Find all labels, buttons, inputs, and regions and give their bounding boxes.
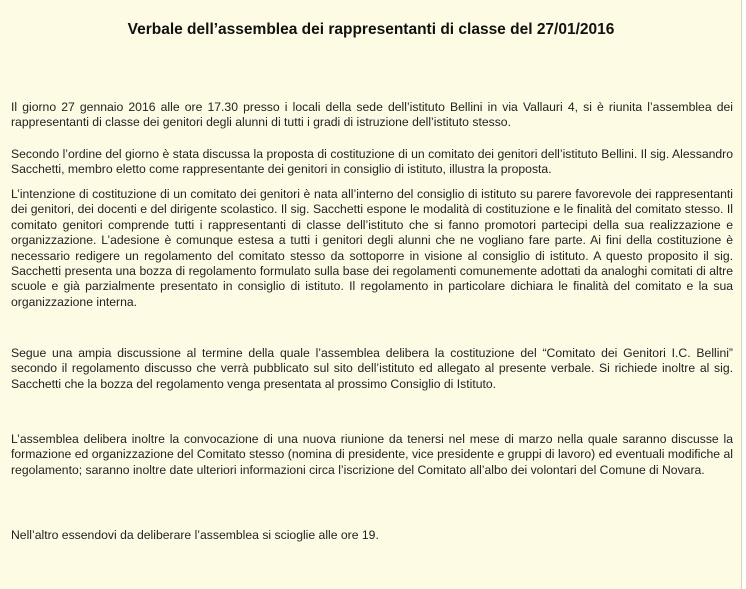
paragraph-agenda: Secondo l’ordine del giorno è stata discussa la proposta di costituzione di un comitato dei genitori dell’istituto Bellini. Il sig. Alessandro Sacchetti, membro eletto come rappresentante dei genitori in consiglio di istituto, illustra la proposta. xyxy=(11,147,733,177)
paragraph-discussion-deliberation: Segue una ampia discussione al termine della quale l’assemblea delibera la costituzione del “Comitato dei Genitori I.C. Bellini” secondo il regolamento discusso che verrà pubblicato sul sito dell’istituto ed allegato al presente verbale. Si richiede inoltre al sig. Sacchetti che la bozza del regolamento venga presentata al prossimo Consiglio di Istituto. xyxy=(11,346,733,391)
paragraph-committee-intent: L’intenzione di costituzione di un comitato dei genitori è nata all’interno del consiglio di istituto su parere favorevole dei rappresentanti dei genitori, dei docenti e del dirigente scolastico. Il sig. Sacchetti espone le modalità di costituzione e le finalità del comitato stesso. Il comitato genitori comprende tutti i rappresentanti di classe dell’istituto che si fanno promotori partecipi della sua realizzazione e organizzazione. L’adesione è comunque estesa a tutti i genitori degli alunni che ne vogliano fare parte. Ai fini della costituzione è necessario redigere un regolamento del comitato stesso da sottoporre in visione al consiglio di istituto. A questo proposito il sig. Sacchetti presenta una bozza di regolamento formulato sulla base dei regolamenti comunemente adottati da analoghi comitati di altre scuole e già parzialmente presentato in consiglio di istituto. Il regolamento in particolare dichiara le finalità del comitato e la sua organizzazione interna. xyxy=(11,187,733,309)
paragraph-closing: Nell’altro essendovi da deliberare l’assemblea si scioglie alle ore 19. xyxy=(11,528,379,542)
document-title: Verbale dell’assemblea dei rappresentanti di classe del 27/01/2016 xyxy=(127,21,615,38)
paragraph-next-meeting: L’assemblea delibera inoltre la convocazione di una nuova riunione da tenersi nel mese di marzo nella quale saranno discusse la formazione ed organizzazione del Comitato stesso (nomina di presidente, vice presidente e gruppi di lavoro) ed eventuali modifiche al regolamento; saranno inoltre date ulteriori informazioni circa l’iscrizione del Comitato all’albo dei volontari del Comune di Novara. xyxy=(11,432,733,477)
paragraph-meeting-opening: Il giorno 27 gennaio 2016 alle ore 17.30 presso i locali della sede dell’istituto Bellini in via Vallauri 4, si è riunita l’assemblea dei rappresentanti di classe dei genitori degli alunni di tutti i gradi di istruzione dell’istituto stesso. xyxy=(11,100,733,130)
